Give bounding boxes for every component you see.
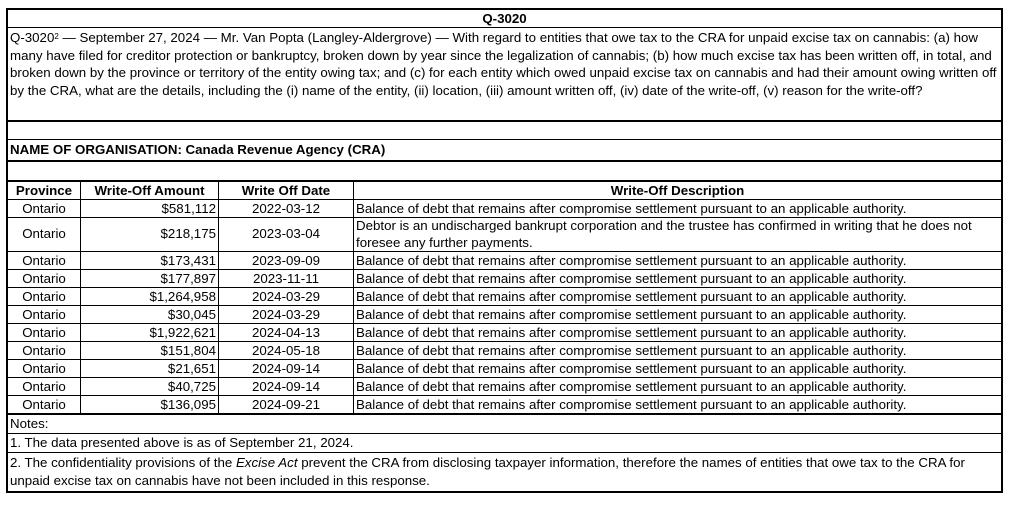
cell-province: Ontario	[8, 270, 81, 288]
cell-date: 2024-09-14	[219, 378, 354, 396]
table-row	[8, 270, 1001, 288]
question-body: — September 27, 2024 — Mr. Van Popta (Langley-Aldergrove) — With regard to entities that owe tax to the CRA for unpaid excise tax on cannabis: (a) how many have filed for creditor protection or bankruptcy, broken down by year since the legalization of cannabis; (b) how much excise tax has been written off, in total, and broken down by the province or territory of the entity owing tax; and (c) for each entity which owed unpaid excise tax on cannabis and had their amount owing written off by the CRA, what are the details, including the (i) name of the entity, (ii) location, (iii) amount written off, (iv) date of the write-off, (v) reason for the write-off?	[10, 30, 997, 98]
cell-province: Ontario	[8, 342, 81, 360]
cell-province: Ontario	[8, 360, 81, 378]
cell-amount: $21,651	[81, 360, 219, 378]
cell-description: Balance of debt that remains after compromise settlement pursuant to an applicable authority.	[354, 288, 1002, 306]
cell-date: 2024-03-29	[219, 306, 354, 324]
table-row	[8, 342, 1001, 360]
spacer-row	[8, 122, 1001, 140]
cell-description: Balance of debt that remains after compromise settlement pursuant to an applicable authority.	[354, 200, 1002, 218]
cell-date: 2024-05-18	[219, 342, 354, 360]
cell-description: Balance of debt that remains after compromise settlement pursuant to an applicable authority.	[354, 360, 1002, 378]
header-description: Write-Off Description	[354, 182, 1002, 200]
notes-label: Notes:	[8, 414, 1001, 433]
cell-date: 2024-04-13	[219, 324, 354, 342]
cell-province: Ontario	[8, 218, 81, 252]
table-row	[8, 252, 1001, 270]
table-row	[8, 360, 1001, 378]
cell-description: Debtor is an undischarged bankrupt corporation and the trustee has confirmed in writing that he does not foresee any further payments.	[354, 218, 1002, 252]
cell-description: Balance of debt that remains after compromise settlement pursuant to an applicable authority.	[354, 396, 1002, 414]
write-off-table	[8, 182, 1001, 414]
organisation-name: NAME OF ORGANISATION: Canada Revenue Agency (CRA)	[8, 140, 1001, 162]
cell-date: 2022-03-12	[219, 200, 354, 218]
cell-amount: $30,045	[81, 306, 219, 324]
cell-amount: $136,095	[81, 396, 219, 414]
question-footnote-marker: 2	[54, 32, 59, 41]
cell-province: Ontario	[8, 396, 81, 414]
header-amount: Write-Off Amount	[81, 182, 219, 200]
cell-province: Ontario	[8, 200, 81, 218]
question-number: Q-3020	[10, 30, 55, 45]
spacer-row	[8, 162, 1001, 182]
cell-amount: $40,725	[81, 378, 219, 396]
header-province: Province	[8, 182, 81, 200]
question-text	[8, 28, 1001, 122]
table-row	[8, 288, 1001, 306]
table-header-row	[8, 182, 1001, 200]
cell-date: 2023-11-11	[219, 270, 354, 288]
table-row	[8, 306, 1001, 324]
header-date: Write Off Date	[219, 182, 354, 200]
document-title: Q-3020	[8, 10, 1001, 28]
cell-description: Balance of debt that remains after compromise settlement pursuant to an applicable authority.	[354, 324, 1002, 342]
cell-description: Balance of debt that remains after compromise settlement pursuant to an applicable authority.	[354, 306, 1002, 324]
cell-province: Ontario	[8, 378, 81, 396]
table-row	[8, 218, 1001, 252]
cell-province: Ontario	[8, 324, 81, 342]
cell-amount: $151,804	[81, 342, 219, 360]
table-row	[8, 324, 1001, 342]
table-row	[8, 378, 1001, 396]
cell-amount: $173,431	[81, 252, 219, 270]
note-2-lead: 2. The confidentiality provisions of the	[10, 455, 236, 470]
cell-date: 2023-09-09	[219, 252, 354, 270]
note-1: 1. The data presented above is as of September 21, 2024.	[8, 433, 1001, 453]
cell-amount: $1,922,621	[81, 324, 219, 342]
cell-description: Balance of debt that remains after compromise settlement pursuant to an applicable authority.	[354, 270, 1002, 288]
note-2-rest: prevent the CRA from disclosing taxpayer information, therefore the names of entities that owe tax to the CRA for unpaid excise tax on cannabis have not been included in this response.	[10, 455, 965, 488]
cell-description: Balance of debt that remains after compromise settlement pursuant to an applicable authority.	[354, 252, 1002, 270]
cell-province: Ontario	[8, 306, 81, 324]
table-row	[8, 396, 1001, 414]
cell-description: Balance of debt that remains after compromise settlement pursuant to an applicable authority.	[354, 378, 1002, 396]
table-row	[8, 200, 1001, 218]
note-2	[8, 453, 1001, 491]
cell-description: Balance of debt that remains after compromise settlement pursuant to an applicable authority.	[354, 342, 1002, 360]
cell-date: 2024-09-21	[219, 396, 354, 414]
cell-amount: $1,264,958	[81, 288, 219, 306]
cell-province: Ontario	[8, 252, 81, 270]
cell-date: 2023-03-04	[219, 218, 354, 252]
cell-province: Ontario	[8, 288, 81, 306]
note-2-act-title: Excise Act	[235, 455, 298, 470]
cell-date: 2024-09-14	[219, 360, 354, 378]
document-frame	[6, 8, 1003, 493]
cell-date: 2024-03-29	[219, 288, 354, 306]
cell-amount: $177,897	[81, 270, 219, 288]
cell-amount: $581,112	[81, 200, 219, 218]
cell-amount: $218,175	[81, 218, 219, 252]
